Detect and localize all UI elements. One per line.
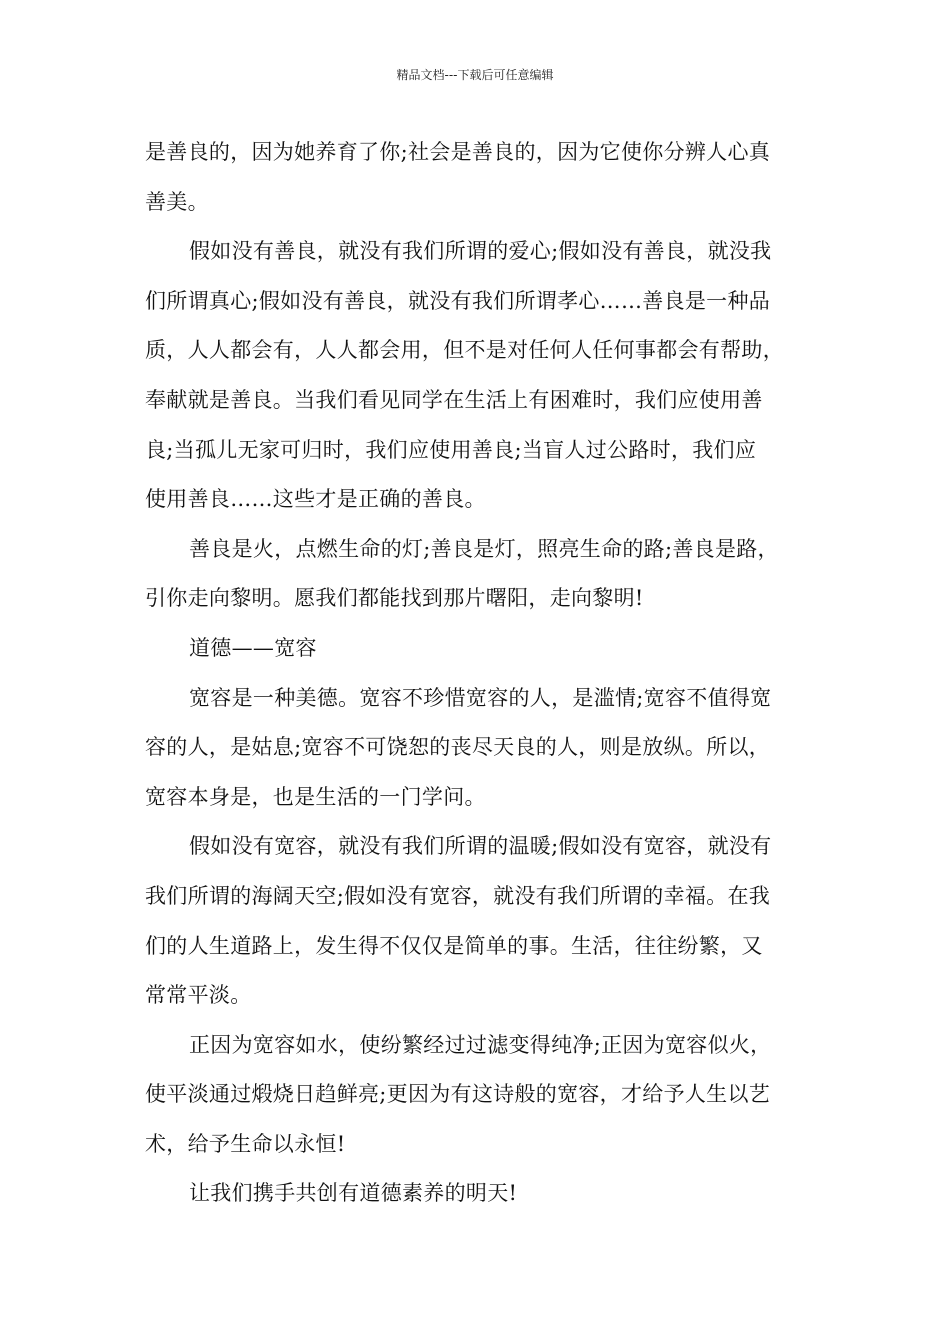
text-line: 容的人，是姑息;宽容不可饶恕的丧尽天良的人，则是放纵。所以， [145,735,771,760]
text-line: 们的人生道路上，发生得不仅仅是简单的事。生活，往往纷繁，又 [145,933,763,958]
text-line: 使用善良……这些才是正确的善良。 [145,487,486,512]
section-heading: 道德——宽容 [189,635,317,660]
text-line: 良;当孤儿无家可归时，我们应使用善良;当盲人过公路时，我们应 [145,437,757,462]
text-line: 术，给予生命以永恒! [145,1131,346,1156]
page-header: 精品文档---下载后可任意编辑 [396,68,554,82]
text-line: 假如没有宽容，就没有我们所谓的温暖;假如没有宽容，就没有 [189,834,772,859]
text-line: 宽容是一种美德。宽容不珍惜宽容的人，是滥情;宽容不值得宽 [189,685,772,710]
text-line: 我们所谓的海阔天空;假如没有宽容，就没有我们所谓的幸福。在我 [145,883,771,908]
text-line: 善美。 [145,189,209,214]
text-line: 善良是火，点燃生命的灯;善良是灯，照亮生命的路;善良是路， [189,536,779,561]
text-line: 使平淡通过煅烧日趋鲜亮;更因为有这诗般的宽容，才给予人生以艺 [145,1082,771,1107]
document-body [145,128,810,1219]
text-line: 假如没有善良，就没有我们所谓的爱心;假如没有善良，就没我 [189,239,772,264]
text-line: 质，人人都会有，人人都会用，但不是对任何人任何事都会有帮助， [145,338,784,363]
text-line: 正因为宽容如水，使纷繁经过过滤变得纯净;正因为宽容似火， [189,1032,772,1057]
text-line: 引你走向黎明。愿我们都能找到那片曙阳，走向黎明! [145,586,644,611]
text-line: 宽容本身是，也是生活的一门学问。 [145,784,486,809]
text-line: 们所谓真心;假如没有善良，就没有我们所谓孝心……善良是一种品 [145,288,771,313]
text-line: 常常平淡。 [145,983,252,1008]
text-line: 奉献就是善良。当我们看见同学在生活上有困难时，我们应使用善 [145,387,763,412]
text-line: 是善良的，因为她养育了你;社会是善良的，因为它使你分辨人心真 [145,140,771,164]
text-line: 让我们携手共创有道德素养的明天! [189,1181,518,1206]
